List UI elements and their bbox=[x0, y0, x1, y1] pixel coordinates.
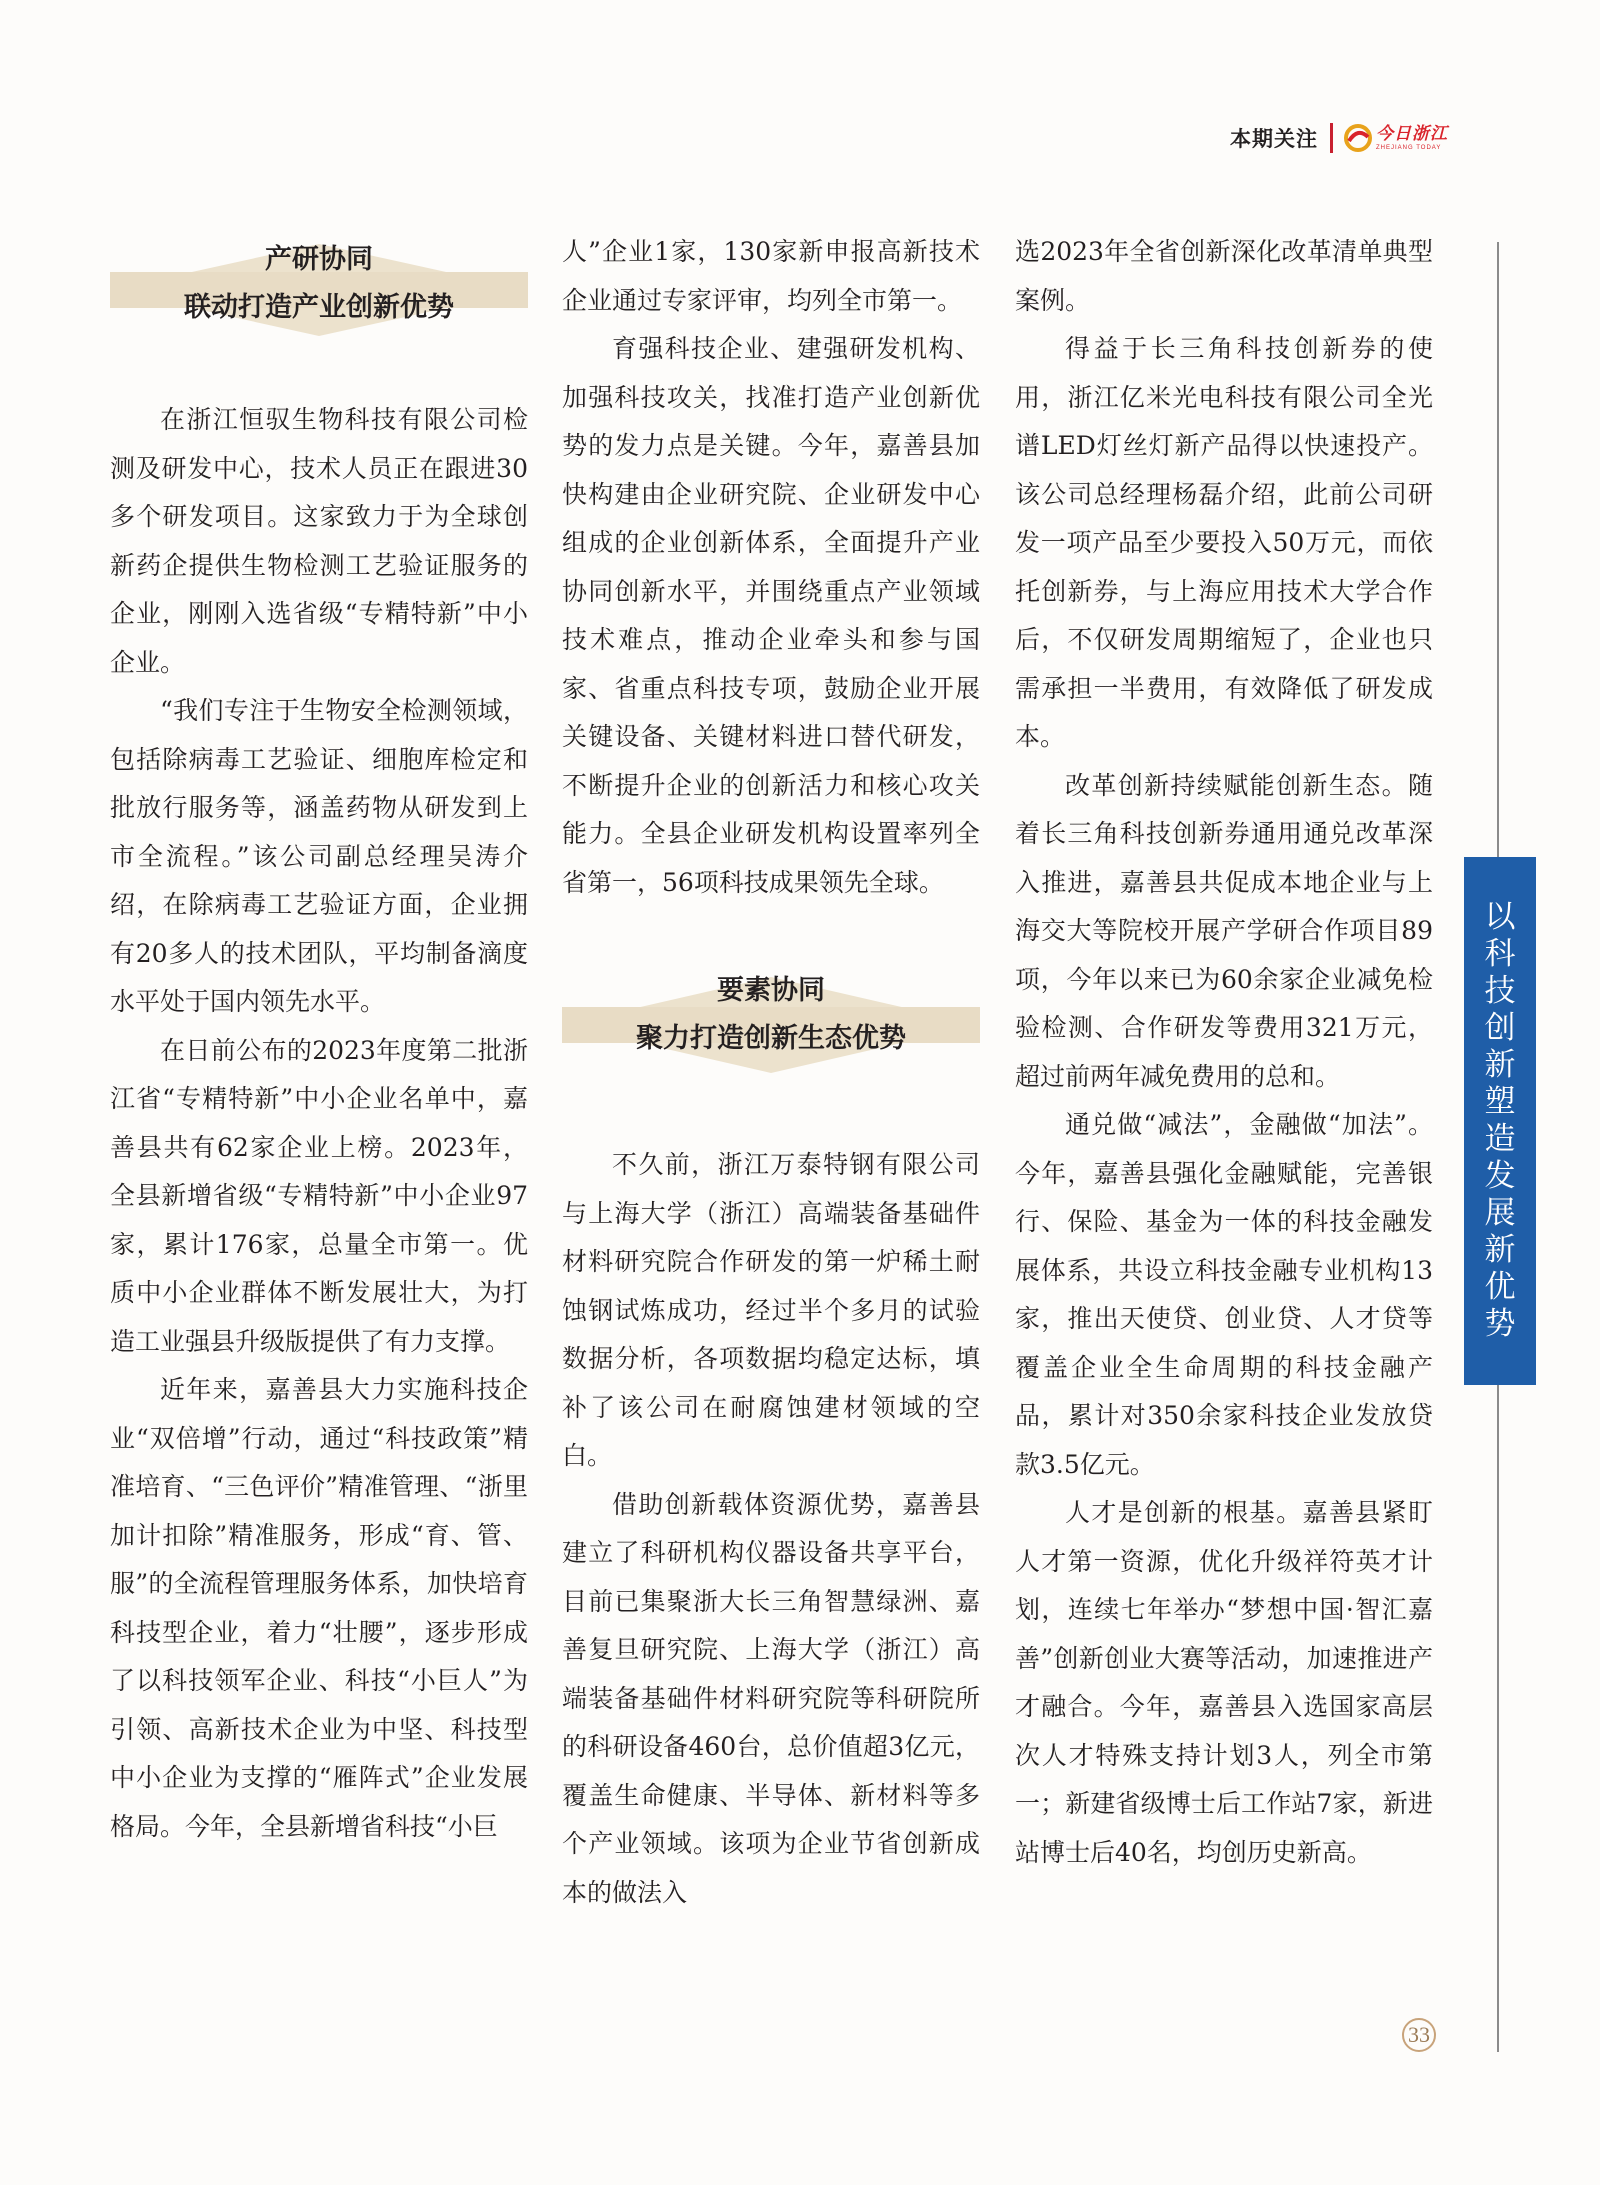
paragraph: “我们专注于生物安全检测领域，包括除病毒工艺验证、细胞库检定和批放行服务等，涵盖药物从研发到上市全流程。”该公司副总经理吴涛介绍，在除病毒工艺验证方面，企业拥有20多人的技术团队，平均制备滴度水平处于国内领先水平。 bbox=[110, 696, 528, 1016]
page-number: 33 bbox=[1402, 2018, 1436, 2052]
sidebar-title: 以科技创新塑造发展新优势 bbox=[1484, 899, 1516, 1342]
paragraph: 通兑做“减法”，金融做“加法”。今年，嘉善县强化金融赋能，完善银行、保险、基金为一体的科技金融发展体系，共设立科技金融专业机构13家，推出天使贷、创业贷、人才贷等覆盖企业全生命周期的科技金融产品，累计对350余家科技企业发放贷款3.5亿元。 bbox=[1015, 1110, 1433, 1479]
paragraph: 借助创新载体资源优势，嘉善县建立了科研机构仪器设备共享平台，目前已集聚浙大长三角智慧绿洲、嘉善复旦研究院、上海大学（浙江）高端装备基础件材料研究院等科研院所的科研设备460台，总价值超3亿元，覆盖生命健康、半导体、新材料等多个产业领域。该项为企业节省创新成本的做法入 bbox=[562, 1489, 980, 1907]
logo-swirl-icon bbox=[1343, 123, 1373, 153]
section-1-title: 联动打造产业创新优势 bbox=[184, 292, 454, 323]
section-label: 本期关注 bbox=[1230, 127, 1318, 151]
paragraph: 改革创新持续赋能创新生态。随着长三角科技创新券通用通兑改革深入推进，嘉善县共促成本地企业与上海交大等院校开展产学研合作项目89项，今年以来已为60余家企业减免检验检测、合作研发等费用321万元，超过前两年减免费用的总和。 bbox=[1015, 770, 1433, 1091]
paragraph: 在浙江恒驭生物科技有限公司检测及研发中心，技术人员正在跟进30多个研发项目。这家致力于为全球创新药企提供生物检测工艺验证服务的企业，刚刚入选省级“专精特新”中小企业。 bbox=[110, 405, 528, 677]
zhejiang-today-logo bbox=[1343, 123, 1448, 153]
page-header bbox=[1230, 118, 1448, 158]
section-2-kicker: 要素协同 bbox=[717, 975, 825, 1006]
section-heading-2 bbox=[562, 965, 980, 1085]
logo-english: ZHEJIANG TODAY bbox=[1376, 144, 1442, 151]
paragraph: 育强科技企业、建强研发机构、加强科技攻关，找准打造产业创新优势的发力点是关键。今年，嘉善县加快构建由企业研究院、企业研发中心组成的企业创新体系，全面提升产业协同创新水平，并围绕重点产业领域技术难点，推动企业牵头和参与国家、省重点科技专项，鼓励企业开展关键设备、关键材料进口替代研发，不断提升企业的创新活力和核心攻关能力。全县企业研发机构设置率列全省第一，56项科技成果领先全球。 bbox=[562, 334, 980, 897]
logo-chinese: 今日浙江 bbox=[1376, 123, 1448, 144]
paragraph-continued: 选2023年全省创新深化改革清单典型案例。 bbox=[1015, 237, 1433, 315]
column-title-sidebar bbox=[1464, 857, 1536, 1385]
paragraph: 在日前公布的2023年度第二批浙江省“专精特新”中小企业名单中，嘉善县共有62家企业上榜。2023年，全县新增省级“专精特新”中小企业97家，累计176家，总量全市第一。优质中小企业群体不断发展壮大，为打造工业强县升级版提供了有力支撑。 bbox=[110, 1035, 528, 1356]
section-2-title: 聚力打造创新生态优势 bbox=[636, 1023, 906, 1054]
article-column-1 bbox=[110, 234, 528, 1851]
article-column-2 bbox=[562, 228, 980, 1917]
paragraph-continued: 人”企业1家，130家新申报高新技术企业通过专家评审，均列全市第一。 bbox=[562, 237, 980, 315]
paragraph: 得益于长三角科技创新券的使用，浙江亿米光电科技有限公司全光谱LED灯丝灯新产品得以快速投产。该公司总经理杨磊介绍，此前公司研发一项产品至少要投入50万元，而依托创新券，与上海应用技术大学合作后，不仅研发周期缩短了，企业也只需承担一半费用，有效降低了研发成本。 bbox=[1015, 334, 1433, 751]
paragraph: 近年来，嘉善县大力实施科技企业“双倍增”行动，通过“科技政策”精准培育、“三色评价”精准管理、“浙里加计扣除”精准服务，形成“育、管、服”的全流程管理服务体系，加快培育科技型企业，着力“壮腰”，逐步形成了以科技领军企业、科技“小巨人”为引领、高新技术企业为中坚、科技型中小企业为支撑的“雁阵式”企业发展格局。今年，全县新增省科技“小巨 bbox=[110, 1375, 528, 1841]
header-divider bbox=[1330, 123, 1333, 153]
section-heading-1 bbox=[110, 234, 528, 346]
paragraph: 人才是创新的根基。嘉善县紧盯人才第一资源，优化升级祥符英才计划，连续七年举办“梦想中国·智汇嘉善”创新创业大赛等活动，加速推进产才融合。今年，嘉善县入选国家高层次人才特殊支持计划3人，列全市第一；新建省级博士后工作站7家，新进站博士后40名，均创历史新高。 bbox=[1015, 1498, 1433, 1867]
article-column-3 bbox=[1015, 228, 1433, 1877]
section-1-kicker: 产研协同 bbox=[265, 244, 373, 275]
paragraph: 不久前，浙江万泰特钢有限公司与上海大学（浙江）高端装备基础件材料研究院合作研发的第一炉稀土耐蚀钢试炼成功，经过半个多月的试验数据分析，各项数据均稳定达标，填补了该公司在耐腐蚀建材领域的空白。 bbox=[562, 1150, 980, 1470]
